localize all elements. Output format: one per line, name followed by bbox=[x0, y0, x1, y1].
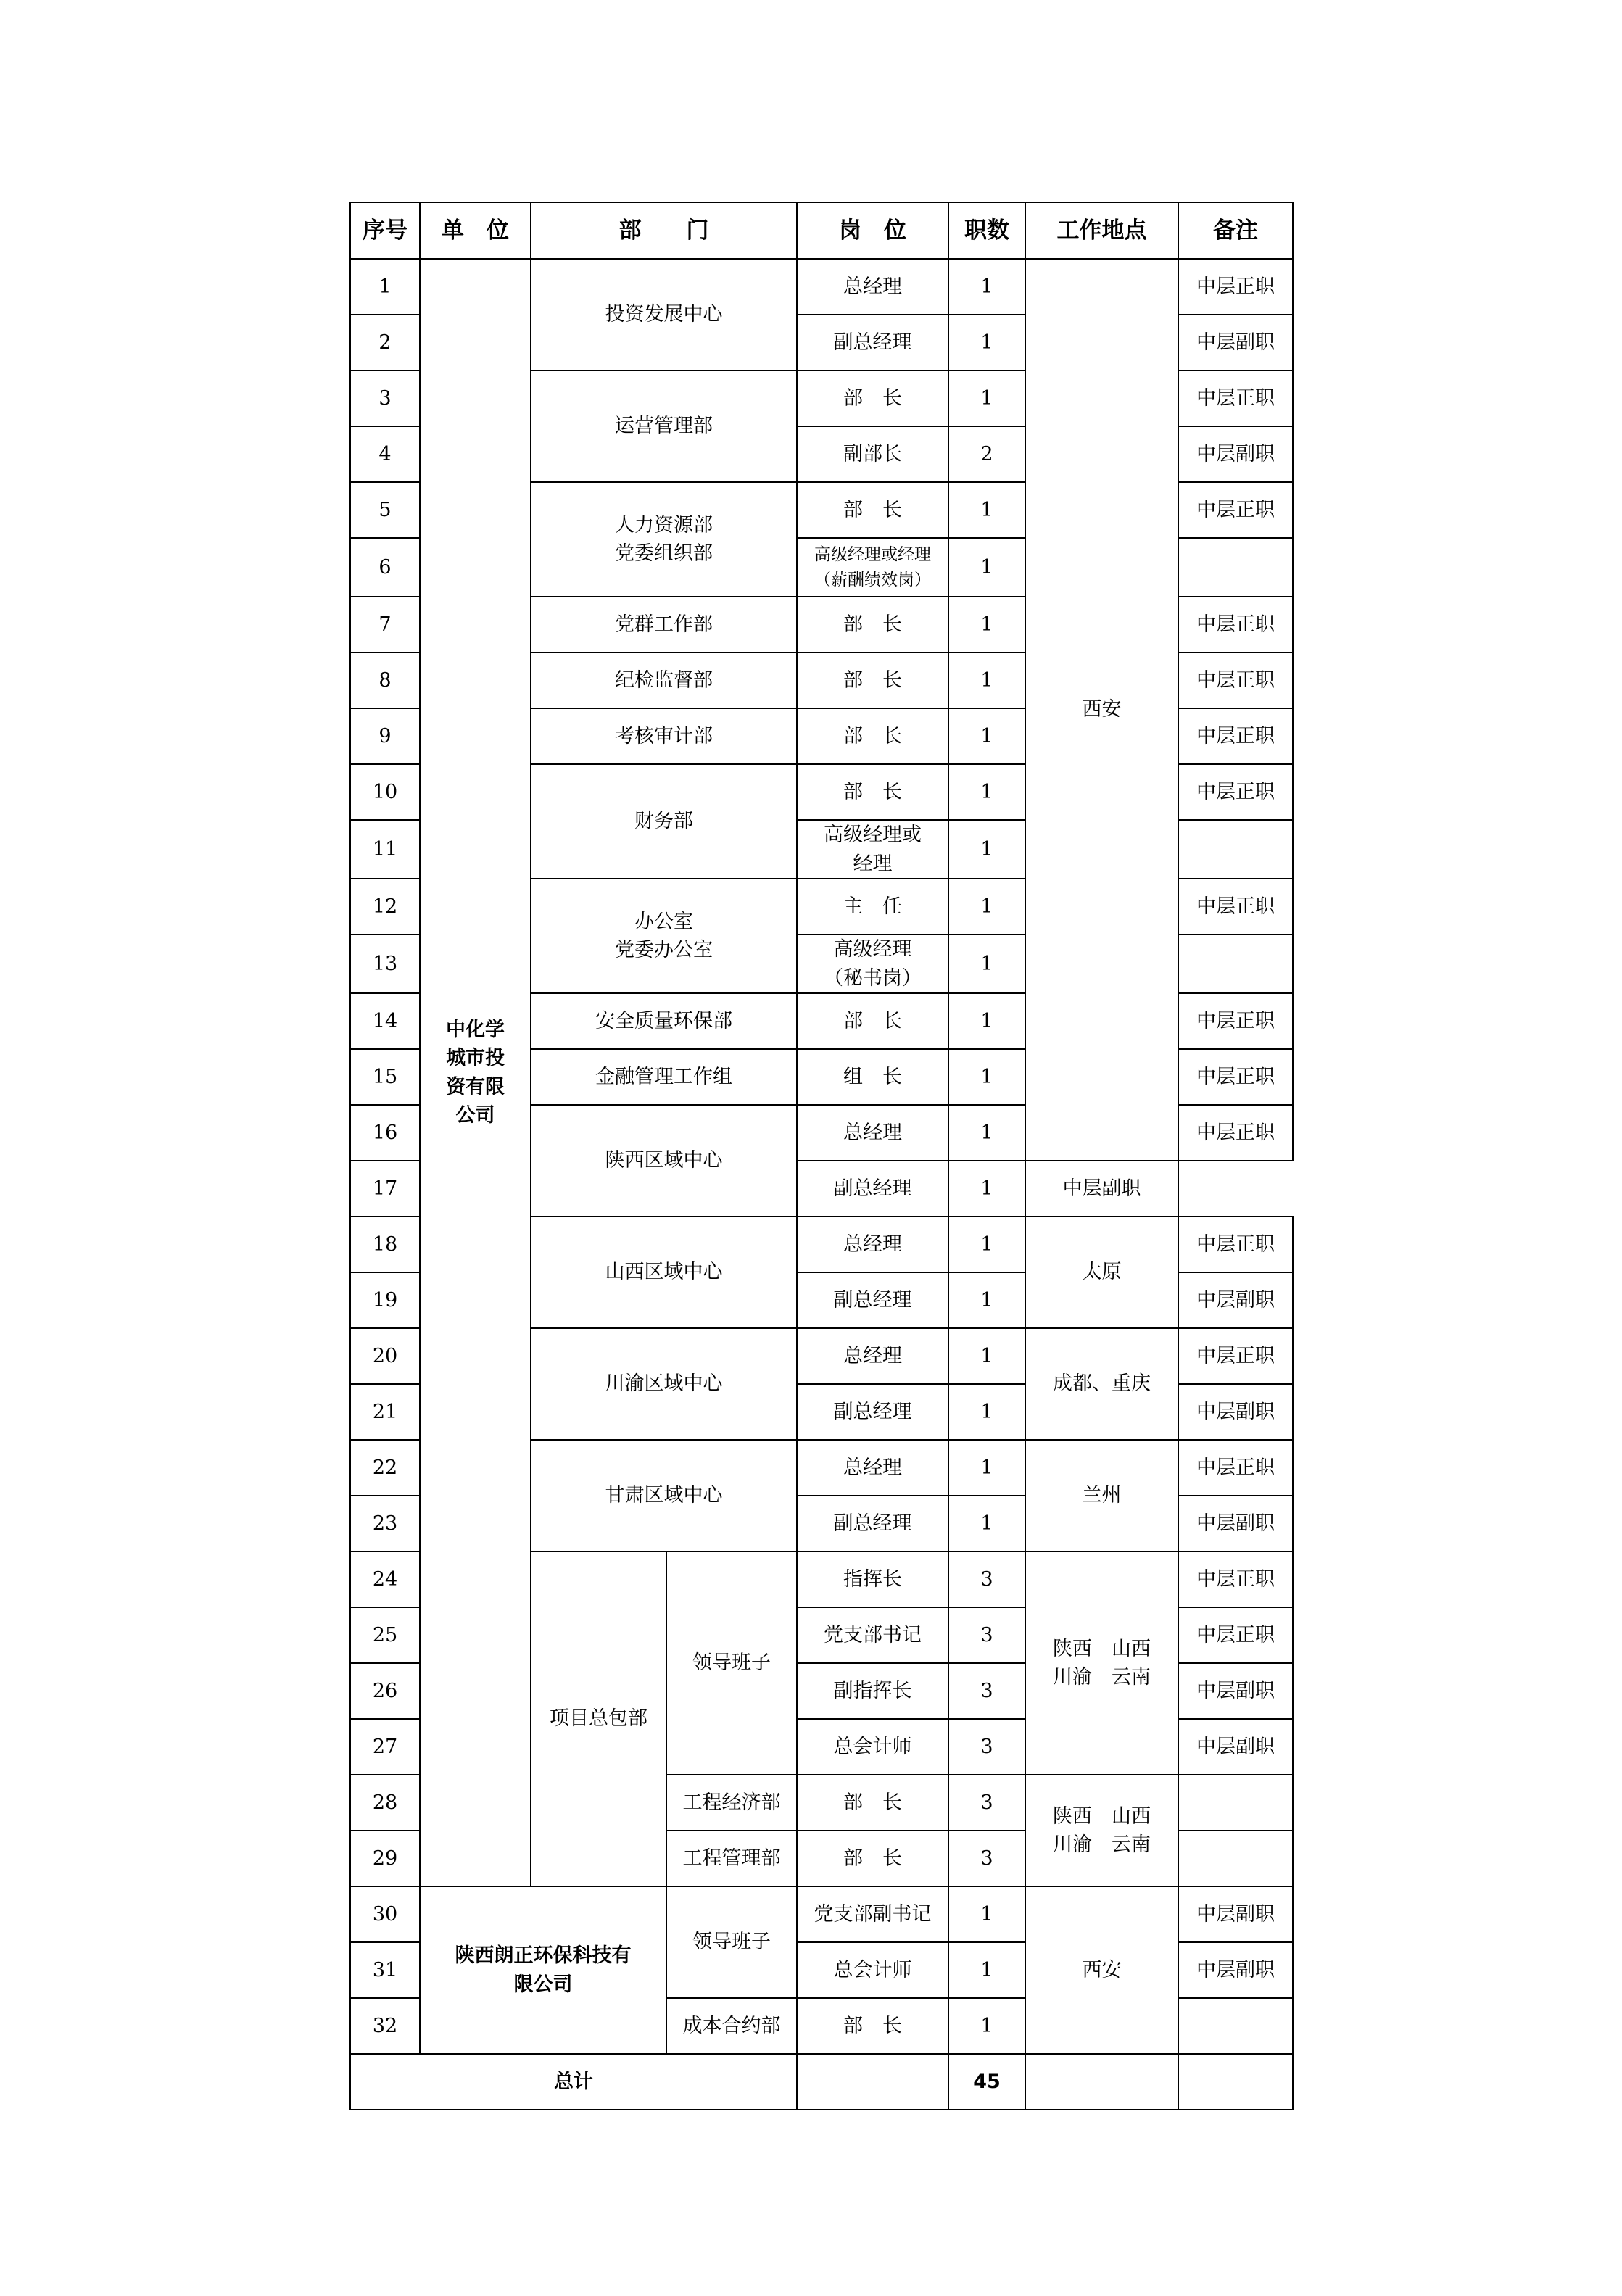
header-post: 岗 位 bbox=[797, 202, 948, 259]
post-cell: 主 任 bbox=[797, 879, 948, 934]
department-cell: 陕西区域中心 bbox=[531, 1105, 797, 1217]
count-cell: 1 bbox=[948, 482, 1025, 538]
row-no: 12 bbox=[350, 879, 420, 934]
note-cell: 中层正职 bbox=[1178, 652, 1293, 708]
row-no: 8 bbox=[350, 652, 420, 708]
position-table bbox=[349, 202, 1294, 2110]
unit-cell bbox=[420, 259, 531, 1886]
row-no: 25 bbox=[350, 1607, 420, 1663]
post-cell: 部 长 bbox=[797, 993, 948, 1049]
department-cell: 金融管理工作组 bbox=[531, 1049, 797, 1105]
count-cell: 1 bbox=[948, 1496, 1025, 1551]
department-cell: 运营管理部 bbox=[531, 370, 797, 482]
post-cell: 组 长 bbox=[797, 1049, 948, 1105]
count-cell: 1 bbox=[948, 879, 1025, 934]
post-cell: 总经理 bbox=[797, 1217, 948, 1272]
count-cell: 1 bbox=[948, 1440, 1025, 1496]
department-cell: 纪检监督部 bbox=[531, 652, 797, 708]
row-no: 29 bbox=[350, 1831, 420, 1886]
department-cell bbox=[531, 482, 797, 597]
post-cell: 副总经理 bbox=[797, 315, 948, 370]
post-cell bbox=[797, 934, 948, 993]
total-post-cell bbox=[797, 2054, 948, 2110]
row-no: 19 bbox=[350, 1272, 420, 1328]
total-count: 45 bbox=[948, 2054, 1025, 2110]
count-cell: 1 bbox=[948, 538, 1025, 597]
note-cell: 中层副职 bbox=[1178, 1272, 1293, 1328]
row-no: 4 bbox=[350, 426, 420, 482]
row-no: 28 bbox=[350, 1775, 420, 1831]
count-cell: 1 bbox=[948, 652, 1025, 708]
note-cell: 中层正职 bbox=[1178, 1049, 1293, 1105]
location-cell: 成都、重庆 bbox=[1025, 1328, 1178, 1440]
post-cell: 党支部副书记 bbox=[797, 1886, 948, 1942]
note-cell bbox=[1178, 934, 1293, 993]
note-cell: 中层副职 bbox=[1178, 1496, 1293, 1551]
note-cell: 中层副职 bbox=[1178, 1886, 1293, 1942]
count-cell: 3 bbox=[948, 1607, 1025, 1663]
location-cell: 西安 bbox=[1025, 1886, 1178, 2054]
post-line: （秘书岗） bbox=[824, 966, 922, 990]
note-cell: 中层正职 bbox=[1178, 1105, 1293, 1161]
post-cell: 总经理 bbox=[797, 259, 948, 315]
count-cell: 2 bbox=[948, 426, 1025, 482]
count-cell: 1 bbox=[948, 1161, 1025, 1217]
count-cell: 3 bbox=[948, 1775, 1025, 1831]
note-cell: 中层正职 bbox=[1178, 259, 1293, 315]
post-cell: 总经理 bbox=[797, 1328, 948, 1384]
note-cell: 中层正职 bbox=[1178, 764, 1293, 820]
department-name: 党委组织部 bbox=[615, 542, 713, 565]
row-no: 11 bbox=[350, 820, 420, 879]
post-cell: 党支部书记 bbox=[797, 1607, 948, 1663]
row-no: 2 bbox=[350, 315, 420, 370]
department-cell: 项目总包部 bbox=[531, 1551, 666, 1886]
header-count: 职数 bbox=[948, 202, 1025, 259]
count-cell: 3 bbox=[948, 1663, 1025, 1719]
note-cell: 中层正职 bbox=[1178, 1217, 1293, 1272]
post-cell: 总经理 bbox=[797, 1105, 948, 1161]
header-location: 工作地点 bbox=[1025, 202, 1178, 259]
count-cell: 1 bbox=[948, 1998, 1025, 2054]
row-no: 24 bbox=[350, 1551, 420, 1607]
table-row bbox=[350, 259, 1293, 315]
department-name: 党委办公室 bbox=[615, 939, 713, 961]
row-no: 10 bbox=[350, 764, 420, 820]
row-no: 15 bbox=[350, 1049, 420, 1105]
note-cell bbox=[1178, 820, 1293, 879]
note-cell: 中层正职 bbox=[1178, 370, 1293, 426]
note-cell: 中层副职 bbox=[1178, 1384, 1293, 1440]
note-cell: 中层副职 bbox=[1178, 1942, 1293, 1998]
sub-department-cell: 领导班子 bbox=[666, 1551, 797, 1775]
row-no: 32 bbox=[350, 1998, 420, 2054]
location-line: 川渝 云南 bbox=[1053, 1666, 1151, 1688]
row-no: 26 bbox=[350, 1663, 420, 1719]
count-cell: 1 bbox=[948, 764, 1025, 820]
note-cell: 中层正职 bbox=[1178, 708, 1293, 764]
sub-department-cell: 工程经济部 bbox=[666, 1775, 797, 1831]
total-row bbox=[350, 2054, 1293, 2110]
department-cell: 财务部 bbox=[531, 764, 797, 879]
location-line: 陕西 山西 bbox=[1053, 1637, 1151, 1660]
note-cell: 中层副职 bbox=[1178, 1719, 1293, 1775]
department-cell: 投资发展中心 bbox=[531, 259, 797, 370]
total-note-cell bbox=[1178, 2054, 1293, 2110]
sub-department-cell: 工程管理部 bbox=[666, 1831, 797, 1886]
note-cell: 中层副职 bbox=[1178, 1663, 1293, 1719]
header-department: 部 门 bbox=[531, 202, 797, 259]
location-cell: 西安 bbox=[1025, 259, 1178, 1161]
count-cell: 1 bbox=[948, 1105, 1025, 1161]
count-cell: 1 bbox=[948, 370, 1025, 426]
row-no: 23 bbox=[350, 1496, 420, 1551]
note-cell: 中层副职 bbox=[1178, 426, 1293, 482]
sub-department-cell: 领导班子 bbox=[666, 1886, 797, 1998]
count-cell: 1 bbox=[948, 708, 1025, 764]
post-cell: 部 长 bbox=[797, 652, 948, 708]
post-cell: 副总经理 bbox=[797, 1272, 948, 1328]
count-cell: 3 bbox=[948, 1551, 1025, 1607]
row-no: 17 bbox=[350, 1161, 420, 1217]
department-cell: 安全质量环保部 bbox=[531, 993, 797, 1049]
sub-department-cell: 成本合约部 bbox=[666, 1998, 797, 2054]
post-line: 高级经理或经理 bbox=[814, 545, 931, 564]
post-cell: 副指挥长 bbox=[797, 1663, 948, 1719]
row-no: 5 bbox=[350, 482, 420, 538]
row-no: 6 bbox=[350, 538, 420, 597]
post-cell bbox=[797, 538, 948, 597]
count-cell: 1 bbox=[948, 259, 1025, 315]
note-cell: 中层副职 bbox=[1025, 1161, 1178, 1217]
location-line: 川渝 云南 bbox=[1053, 1833, 1151, 1856]
row-no: 3 bbox=[350, 370, 420, 426]
row-no: 21 bbox=[350, 1384, 420, 1440]
row-no: 14 bbox=[350, 993, 420, 1049]
post-line: （薪酬绩效岗） bbox=[814, 570, 931, 589]
count-cell: 1 bbox=[948, 1942, 1025, 1998]
department-cell: 甘肃区域中心 bbox=[531, 1440, 797, 1551]
post-cell: 总会计师 bbox=[797, 1719, 948, 1775]
note-cell: 中层副职 bbox=[1178, 315, 1293, 370]
post-line: 经理 bbox=[853, 852, 893, 875]
row-no: 16 bbox=[350, 1105, 420, 1161]
count-cell: 1 bbox=[948, 820, 1025, 879]
header-note: 备注 bbox=[1178, 202, 1293, 259]
row-no: 1 bbox=[350, 259, 420, 315]
note-cell: 中层正职 bbox=[1178, 1551, 1293, 1607]
count-cell: 1 bbox=[948, 1384, 1025, 1440]
row-no: 18 bbox=[350, 1217, 420, 1272]
department-cell: 考核审计部 bbox=[531, 708, 797, 764]
location-line: 陕西 山西 bbox=[1053, 1804, 1151, 1828]
note-cell bbox=[1178, 1775, 1293, 1831]
department-name: 办公室 bbox=[634, 910, 693, 933]
post-cell: 总经理 bbox=[797, 1440, 948, 1496]
note-cell: 中层正职 bbox=[1178, 1607, 1293, 1663]
post-cell: 部 长 bbox=[797, 597, 948, 652]
location-cell: 太原 bbox=[1025, 1217, 1178, 1328]
row-no: 20 bbox=[350, 1328, 420, 1384]
unit-cell bbox=[420, 1886, 666, 2054]
row-no: 30 bbox=[350, 1886, 420, 1942]
unit-name: 陕西朗正环保科技有限公司 bbox=[455, 1944, 632, 1996]
note-cell: 中层正职 bbox=[1178, 482, 1293, 538]
post-cell bbox=[797, 820, 948, 879]
row-no: 27 bbox=[350, 1719, 420, 1775]
count-cell: 1 bbox=[948, 1328, 1025, 1384]
location-cell bbox=[1025, 1551, 1178, 1775]
location-cell bbox=[1025, 1775, 1178, 1886]
count-cell: 1 bbox=[948, 1217, 1025, 1272]
table-row bbox=[350, 1886, 1293, 1942]
post-cell: 副总经理 bbox=[797, 1496, 948, 1551]
count-cell: 1 bbox=[948, 1272, 1025, 1328]
post-cell: 副部长 bbox=[797, 426, 948, 482]
total-location-cell bbox=[1025, 2054, 1178, 2110]
post-cell: 副总经理 bbox=[797, 1161, 948, 1217]
count-cell: 1 bbox=[948, 1049, 1025, 1105]
post-cell: 部 长 bbox=[797, 370, 948, 426]
count-cell: 3 bbox=[948, 1831, 1025, 1886]
post-cell: 部 长 bbox=[797, 1775, 948, 1831]
count-cell: 1 bbox=[948, 315, 1025, 370]
location-cell: 兰州 bbox=[1025, 1440, 1178, 1551]
unit-name: 中化学城市投资有限公司 bbox=[446, 1019, 505, 1127]
post-cell: 部 长 bbox=[797, 1998, 948, 2054]
note-cell bbox=[1178, 1831, 1293, 1886]
post-cell: 部 长 bbox=[797, 764, 948, 820]
department-cell: 山西区域中心 bbox=[531, 1217, 797, 1328]
note-cell bbox=[1178, 538, 1293, 597]
header-row bbox=[350, 202, 1293, 259]
post-cell: 部 长 bbox=[797, 1831, 948, 1886]
row-no: 31 bbox=[350, 1942, 420, 1998]
count-cell: 1 bbox=[948, 934, 1025, 993]
row-no: 7 bbox=[350, 597, 420, 652]
note-cell: 中层正职 bbox=[1178, 993, 1293, 1049]
note-cell: 中层正职 bbox=[1178, 879, 1293, 934]
row-no: 9 bbox=[350, 708, 420, 764]
note-cell bbox=[1178, 1998, 1293, 2054]
row-no: 22 bbox=[350, 1440, 420, 1496]
post-line: 高级经理或 bbox=[824, 824, 922, 847]
header-serial: 序号 bbox=[350, 202, 420, 259]
header-unit: 单 位 bbox=[420, 202, 531, 259]
post-cell: 部 长 bbox=[797, 708, 948, 764]
count-cell: 1 bbox=[948, 597, 1025, 652]
count-cell: 1 bbox=[948, 993, 1025, 1049]
department-cell bbox=[531, 879, 797, 993]
post-line: 高级经理 bbox=[833, 938, 912, 961]
count-cell: 3 bbox=[948, 1719, 1025, 1775]
department-name: 人力资源部 bbox=[615, 513, 713, 536]
row-no: 13 bbox=[350, 934, 420, 993]
post-cell: 部 长 bbox=[797, 482, 948, 538]
department-cell: 党群工作部 bbox=[531, 597, 797, 652]
count-cell: 1 bbox=[948, 1886, 1025, 1942]
note-cell: 中层正职 bbox=[1178, 1440, 1293, 1496]
total-label: 总计 bbox=[350, 2054, 797, 2110]
note-cell: 中层正职 bbox=[1178, 597, 1293, 652]
post-cell: 总会计师 bbox=[797, 1942, 948, 1998]
post-cell: 副总经理 bbox=[797, 1384, 948, 1440]
post-cell: 指挥长 bbox=[797, 1551, 948, 1607]
note-cell: 中层正职 bbox=[1178, 1328, 1293, 1384]
department-cell: 川渝区域中心 bbox=[531, 1328, 797, 1440]
